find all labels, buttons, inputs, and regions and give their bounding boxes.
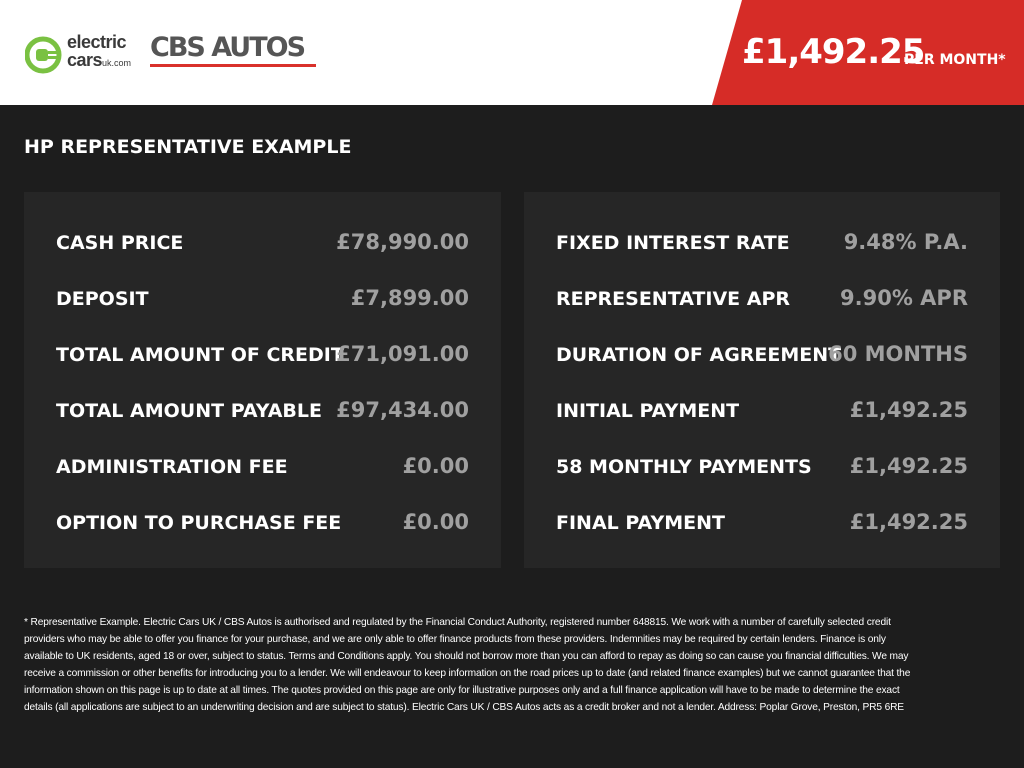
row-label: CASH PRICE	[56, 232, 184, 254]
electric-cars-wordmark	[67, 33, 131, 72]
finance-row	[56, 456, 469, 486]
finance-disclaimer: * Representative Example. Electric Cars UK / CBS Autos is authorised and regulated by the Financial Conduct Authority, registered number 648815. We work with a number of carefully selected credit providers who may be able to offer you finance for your purchase, and we are only able to offer finance products from these providers. Indemnities may be required by certain lenders. Finance is only available to UK residents, aged 18 or over, subject to status. Terms and Conditions apply. You should not borrow more than you can afford to repay as doing so can cause you financial difficulties. We may receive a commission or other benefits for introducing you to a lender. We will endeavour to keep information on the road prices up to date (and related finance examples) but we cannot guarantee that the information shown on this page is up to date at all times. The quotes provided on this page are only for illustrative purposes only and a full finance application will have to be made to determine the exact details (all applications are subject to an underwriting decision and are subject to status). Electric Cars UK / CBS Autos acts as a credit broker and not a lender. Address: Poplar Grove, Preston, PR5 6RE	[24, 617, 911, 713]
finance-row	[56, 288, 469, 318]
row-value: 9.90% APR	[840, 286, 968, 310]
row-value: 60 MONTHS	[828, 342, 968, 366]
finance-row	[56, 400, 469, 430]
monthly-price: £1,492.25	[742, 32, 925, 72]
row-label: DEPOSIT	[56, 288, 149, 310]
header-bar	[0, 0, 1024, 105]
plug-icon	[25, 35, 65, 75]
row-value: £78,990.00	[336, 230, 469, 254]
row-label: REPRESENTATIVE APR	[556, 288, 791, 310]
finance-panel-right	[524, 192, 1000, 568]
row-label: FIXED INTEREST RATE	[556, 232, 790, 254]
row-label: ADMINISTRATION FEE	[56, 456, 288, 478]
electric-cars-logo	[25, 33, 145, 77]
row-value: £71,091.00	[336, 342, 469, 366]
logo-line-1: electric	[67, 32, 127, 52]
row-label: OPTION TO PURCHASE FEE	[56, 512, 342, 534]
finance-row	[56, 344, 469, 374]
cbs-logo-underline	[150, 64, 316, 67]
cbs-autos-logo: CBS AUTOS	[150, 32, 305, 63]
finance-panel-left	[24, 192, 501, 568]
row-label: INITIAL PAYMENT	[556, 400, 740, 422]
row-label: DURATION OF AGREEMENT	[556, 344, 842, 366]
finance-row	[556, 400, 968, 430]
finance-row	[556, 232, 968, 262]
section-title: HP REPRESENTATIVE EXAMPLE	[24, 136, 352, 158]
finance-row	[56, 232, 469, 262]
row-label: 58 MONTHLY PAYMENTS	[556, 456, 812, 478]
row-value: 9.48% P.A.	[843, 230, 968, 254]
per-month-label: PER MONTH*	[904, 52, 1006, 68]
row-label: TOTAL AMOUNT OF CREDIT	[56, 344, 344, 366]
row-value: £97,434.00	[336, 398, 469, 422]
row-label: FINAL PAYMENT	[556, 512, 725, 534]
row-value: £1,492.25	[849, 454, 968, 478]
finance-row	[556, 344, 968, 374]
row-value: £7,899.00	[350, 286, 469, 310]
row-label: TOTAL AMOUNT PAYABLE	[56, 400, 322, 422]
finance-row	[56, 512, 469, 542]
row-value: £0.00	[402, 454, 469, 478]
logo-domain-suffix: uk.com	[102, 58, 132, 68]
logo-line-2	[67, 51, 131, 72]
row-value: £0.00	[402, 510, 469, 534]
logo-line-2-main: cars	[67, 50, 103, 70]
row-value: £1,492.25	[849, 398, 968, 422]
finance-row	[556, 512, 968, 542]
finance-row	[556, 456, 968, 486]
row-value: £1,492.25	[849, 510, 968, 534]
finance-row	[556, 288, 968, 318]
